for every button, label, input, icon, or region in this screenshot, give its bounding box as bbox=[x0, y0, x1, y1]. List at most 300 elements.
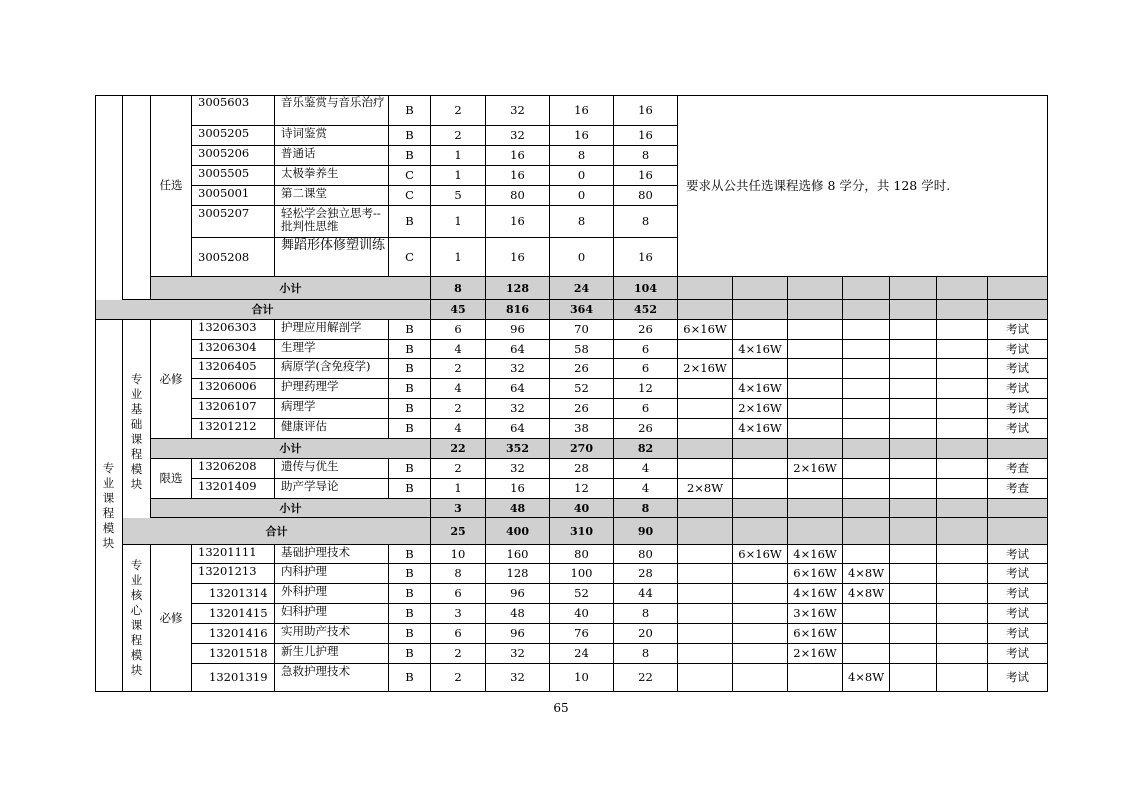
course-code: 13201415 bbox=[192, 604, 275, 624]
basic-required-label: 必修 bbox=[151, 320, 192, 439]
assessment-type: 考试 bbox=[988, 644, 1048, 664]
course-practice-hours: 6 bbox=[614, 399, 678, 419]
course-code: 3005603 bbox=[192, 95, 275, 126]
course-practice-hours: 16 bbox=[614, 166, 678, 186]
elective-subtotal-empty bbox=[937, 277, 988, 300]
course-code: 13206303 bbox=[192, 320, 275, 340]
course-name: 病原学(含免疫学) bbox=[275, 359, 389, 379]
course-hours: 16 bbox=[486, 206, 550, 238]
course-practice-hours: 20 bbox=[614, 624, 678, 644]
course-hours: 160 bbox=[486, 545, 550, 564]
course-hours: 16 bbox=[486, 238, 550, 277]
course-theory-hours: 76 bbox=[550, 624, 614, 644]
basic-total-empty bbox=[788, 518, 843, 545]
course-code: 13201314 bbox=[192, 584, 275, 604]
semester-4-load bbox=[843, 644, 890, 664]
semester-1-load bbox=[678, 459, 733, 479]
semester-2-load bbox=[733, 564, 788, 584]
course-credits: 6 bbox=[431, 584, 486, 604]
course-code: 13201319 bbox=[192, 664, 275, 692]
course-name: 诗词鉴赏 bbox=[275, 126, 389, 146]
basic-limited-subtotal-theory: 40 bbox=[550, 499, 614, 518]
course-theory-hours: 0 bbox=[550, 238, 614, 277]
basic-block-label: 专 业 基 础 课 程 模 块 bbox=[123, 320, 151, 545]
course-code: 3005001 bbox=[192, 186, 275, 206]
semester-3-load bbox=[788, 340, 843, 359]
course-type: B bbox=[389, 624, 431, 644]
course-code: 13206405 bbox=[192, 359, 275, 379]
course-type: B bbox=[389, 664, 431, 692]
basic-total-theory: 310 bbox=[550, 518, 614, 545]
course-credits: 2 bbox=[431, 644, 486, 664]
semester-3-load: 3×16W bbox=[788, 604, 843, 624]
semester-2-load: 4×16W bbox=[733, 379, 788, 399]
elective-subtotal-practice: 104 bbox=[614, 277, 678, 300]
basic-limited-subtotal-empty bbox=[678, 499, 733, 518]
basic-total-empty bbox=[843, 518, 890, 545]
semester-2-load bbox=[733, 604, 788, 624]
course-name: 护理药理学 bbox=[275, 379, 389, 399]
basic-required-subtotal-empty bbox=[733, 439, 788, 459]
basic-limited-subtotal-practice: 8 bbox=[614, 499, 678, 518]
semester-5-load bbox=[890, 584, 937, 604]
course-code: 3005207 bbox=[192, 206, 275, 238]
course-theory-hours: 26 bbox=[550, 359, 614, 379]
semester-6-load bbox=[937, 459, 988, 479]
basic-limited-subtotal-empty bbox=[890, 499, 937, 518]
course-type: B bbox=[389, 545, 431, 564]
basic-total-credits: 25 bbox=[431, 518, 486, 545]
course-theory-hours: 52 bbox=[550, 379, 614, 399]
basic-required-subtotal-theory: 270 bbox=[550, 439, 614, 459]
course-practice-hours: 6 bbox=[614, 340, 678, 359]
course-hours: 16 bbox=[486, 479, 550, 499]
module-label: 专 业 课 程 模 块 bbox=[95, 320, 123, 692]
semester-4-load bbox=[843, 340, 890, 359]
course-code: 13206208 bbox=[192, 459, 275, 479]
semester-5-load bbox=[890, 359, 937, 379]
course-code: 13201518 bbox=[192, 644, 275, 664]
course-theory-hours: 70 bbox=[550, 320, 614, 340]
course-name: 遗传与优生 bbox=[275, 459, 389, 479]
public-total-theory: 364 bbox=[550, 300, 614, 320]
course-theory-hours: 0 bbox=[550, 186, 614, 206]
basic-total-label: 合计 bbox=[123, 518, 431, 545]
course-hours: 32 bbox=[486, 359, 550, 379]
course-credits: 2 bbox=[431, 126, 486, 146]
assessment-type: 考试 bbox=[988, 399, 1048, 419]
course-name: 实用助产技术 bbox=[275, 624, 389, 644]
course-theory-hours: 24 bbox=[550, 644, 614, 664]
assessment-type: 考试 bbox=[988, 624, 1048, 644]
course-credits: 6 bbox=[431, 624, 486, 644]
core-block-label: 专 业 核 心 课 程 模 块 bbox=[123, 545, 151, 692]
course-theory-hours: 10 bbox=[550, 664, 614, 692]
course-credits: 2 bbox=[431, 399, 486, 419]
course-credits: 1 bbox=[431, 238, 486, 277]
assessment-type: 考试 bbox=[988, 664, 1048, 692]
course-credits: 2 bbox=[431, 664, 486, 692]
semester-1-load bbox=[678, 399, 733, 419]
course-name: 普通话 bbox=[275, 146, 389, 166]
semester-4-load: 4×8W bbox=[843, 564, 890, 584]
course-hours: 64 bbox=[486, 379, 550, 399]
basic-total-empty bbox=[988, 518, 1048, 545]
course-hours: 16 bbox=[486, 166, 550, 186]
course-type: B bbox=[389, 564, 431, 584]
course-practice-hours: 8 bbox=[614, 604, 678, 624]
course-type: B bbox=[389, 126, 431, 146]
semester-1-load: 2×8W bbox=[678, 479, 733, 499]
course-type: C bbox=[389, 186, 431, 206]
course-hours: 32 bbox=[486, 459, 550, 479]
semester-3-load: 4×16W bbox=[788, 545, 843, 564]
course-code: 13201409 bbox=[192, 479, 275, 499]
course-name: 内科护理 bbox=[275, 564, 389, 584]
semester-1-load bbox=[678, 340, 733, 359]
course-name: 生理学 bbox=[275, 340, 389, 359]
course-credits: 2 bbox=[431, 459, 486, 479]
course-hours: 64 bbox=[486, 340, 550, 359]
course-theory-hours: 100 bbox=[550, 564, 614, 584]
course-type: B bbox=[389, 479, 431, 499]
public-total-practice: 452 bbox=[614, 300, 678, 320]
course-type: B bbox=[389, 419, 431, 439]
course-type: B bbox=[389, 359, 431, 379]
semester-3-load bbox=[788, 399, 843, 419]
course-name: 外科护理 bbox=[275, 584, 389, 604]
public-total-empty bbox=[843, 300, 890, 320]
elective-subtotal-hours: 128 bbox=[486, 277, 550, 300]
basic-required-subtotal-empty bbox=[988, 439, 1048, 459]
course-credits: 1 bbox=[431, 479, 486, 499]
course-practice-hours: 4 bbox=[614, 479, 678, 499]
semester-1-load bbox=[678, 545, 733, 564]
semester-2-load bbox=[733, 584, 788, 604]
semester-6-load bbox=[937, 359, 988, 379]
course-type: B bbox=[389, 459, 431, 479]
course-code: 13201212 bbox=[192, 419, 275, 439]
course-practice-hours: 16 bbox=[614, 95, 678, 126]
assessment-type: 考试 bbox=[988, 340, 1048, 359]
semester-3-load: 2×16W bbox=[788, 644, 843, 664]
course-theory-hours: 12 bbox=[550, 479, 614, 499]
semester-6-load bbox=[937, 479, 988, 499]
course-hours: 16 bbox=[486, 146, 550, 166]
elective-subtotal-empty bbox=[890, 277, 937, 300]
course-theory-hours: 38 bbox=[550, 419, 614, 439]
basic-limited-subtotal-credits: 3 bbox=[431, 499, 486, 518]
course-practice-hours: 28 bbox=[614, 564, 678, 584]
basic-required-subtotal-empty bbox=[890, 439, 937, 459]
elective-group-label: 任选 bbox=[151, 95, 192, 277]
basic-total-practice: 90 bbox=[614, 518, 678, 545]
semester-5-load bbox=[890, 564, 937, 584]
course-type: B bbox=[389, 399, 431, 419]
semester-6-load bbox=[937, 545, 988, 564]
semester-3-load bbox=[788, 320, 843, 340]
semester-5-load bbox=[890, 379, 937, 399]
core-required-label: 必修 bbox=[151, 545, 192, 692]
course-practice-hours: 44 bbox=[614, 584, 678, 604]
basic-total-empty bbox=[937, 518, 988, 545]
public-total-empty bbox=[733, 300, 788, 320]
course-credits: 1 bbox=[431, 206, 486, 238]
course-name: 太极拳养生 bbox=[275, 166, 389, 186]
course-type: B bbox=[389, 604, 431, 624]
public-total-hours: 816 bbox=[486, 300, 550, 320]
semester-5-load bbox=[890, 664, 937, 692]
basic-limited-subtotal-empty bbox=[988, 499, 1048, 518]
public-total-empty bbox=[890, 300, 937, 320]
assessment-type: 考试 bbox=[988, 604, 1048, 624]
public-total-empty bbox=[678, 300, 733, 320]
semester-6-load bbox=[937, 604, 988, 624]
assessment-type: 考试 bbox=[988, 320, 1048, 340]
course-code: 13206006 bbox=[192, 379, 275, 399]
course-name: 音乐鉴赏与音乐治疗 bbox=[275, 95, 389, 126]
course-hours: 80 bbox=[486, 186, 550, 206]
course-practice-hours: 6 bbox=[614, 359, 678, 379]
course-practice-hours: 12 bbox=[614, 379, 678, 399]
course-practice-hours: 26 bbox=[614, 320, 678, 340]
semester-6-load bbox=[937, 664, 988, 692]
semester-6-load bbox=[937, 419, 988, 439]
semester-4-load bbox=[843, 359, 890, 379]
basic-limited-label: 限选 bbox=[151, 459, 192, 499]
basic-required-subtotal-empty bbox=[678, 439, 733, 459]
semester-5-load bbox=[890, 419, 937, 439]
semester-5-load bbox=[890, 399, 937, 419]
course-theory-hours: 0 bbox=[550, 166, 614, 186]
semester-5-load bbox=[890, 340, 937, 359]
course-credits: 4 bbox=[431, 419, 486, 439]
course-practice-hours: 26 bbox=[614, 419, 678, 439]
semester-4-load bbox=[843, 479, 890, 499]
basic-limited-subtotal-label: 小计 bbox=[151, 499, 431, 518]
semester-3-load: 6×16W bbox=[788, 564, 843, 584]
semester-1-load bbox=[678, 379, 733, 399]
course-hours: 32 bbox=[486, 399, 550, 419]
module-empty-cell bbox=[95, 95, 123, 320]
course-practice-hours: 8 bbox=[614, 146, 678, 166]
course-theory-hours: 8 bbox=[550, 146, 614, 166]
semester-6-load bbox=[937, 584, 988, 604]
basic-required-subtotal-practice: 82 bbox=[614, 439, 678, 459]
course-theory-hours: 58 bbox=[550, 340, 614, 359]
course-hours: 32 bbox=[486, 644, 550, 664]
semester-6-load bbox=[937, 340, 988, 359]
semester-3-load: 4×16W bbox=[788, 584, 843, 604]
semester-6-load bbox=[937, 644, 988, 664]
assessment-type: 考查 bbox=[988, 459, 1048, 479]
semester-6-load bbox=[937, 320, 988, 340]
basic-limited-subtotal-empty bbox=[843, 499, 890, 518]
semester-4-load: 4×8W bbox=[843, 664, 890, 692]
semester-4-load bbox=[843, 419, 890, 439]
course-practice-hours: 16 bbox=[614, 238, 678, 277]
elective-subtotal-empty bbox=[788, 277, 843, 300]
assessment-type: 考查 bbox=[988, 479, 1048, 499]
course-practice-hours: 16 bbox=[614, 126, 678, 146]
semester-2-load bbox=[733, 479, 788, 499]
course-hours: 96 bbox=[486, 584, 550, 604]
course-theory-hours: 28 bbox=[550, 459, 614, 479]
elective-subtotal-credits: 8 bbox=[431, 277, 486, 300]
semester-5-load bbox=[890, 479, 937, 499]
course-code: 3005208 bbox=[192, 238, 275, 277]
semester-5-load bbox=[890, 644, 937, 664]
block-empty-cell bbox=[123, 95, 151, 300]
basic-limited-subtotal-empty bbox=[937, 499, 988, 518]
semester-1-load bbox=[678, 644, 733, 664]
semester-1-load: 6×16W bbox=[678, 320, 733, 340]
public-total-empty bbox=[788, 300, 843, 320]
assessment-type: 考试 bbox=[988, 564, 1048, 584]
course-practice-hours: 80 bbox=[614, 545, 678, 564]
elective-subtotal-empty bbox=[733, 277, 788, 300]
course-credits: 6 bbox=[431, 320, 486, 340]
basic-total-empty bbox=[678, 518, 733, 545]
assessment-type: 考试 bbox=[988, 419, 1048, 439]
course-name: 妇科护理 bbox=[275, 604, 389, 624]
course-type: B bbox=[389, 644, 431, 664]
semester-4-load bbox=[843, 624, 890, 644]
course-credits: 2 bbox=[431, 359, 486, 379]
course-credits: 8 bbox=[431, 564, 486, 584]
course-type: B bbox=[389, 206, 431, 238]
page-number: 65 bbox=[553, 701, 569, 715]
semester-5-load bbox=[890, 604, 937, 624]
course-theory-hours: 40 bbox=[550, 604, 614, 624]
semester-3-load: 6×16W bbox=[788, 624, 843, 644]
course-hours: 64 bbox=[486, 419, 550, 439]
assessment-type: 考试 bbox=[988, 545, 1048, 564]
course-table bbox=[95, 95, 1048, 692]
public-total-empty bbox=[937, 300, 988, 320]
basic-limited-subtotal-empty bbox=[788, 499, 843, 518]
course-name: 助产学导论 bbox=[275, 479, 389, 499]
semester-3-load: 2×16W bbox=[788, 459, 843, 479]
basic-total-empty bbox=[733, 518, 788, 545]
course-type: C bbox=[389, 166, 431, 186]
course-theory-hours: 16 bbox=[550, 95, 614, 126]
semester-2-load: 4×16W bbox=[733, 340, 788, 359]
course-theory-hours: 16 bbox=[550, 126, 614, 146]
course-name: 急救护理技术 bbox=[275, 664, 389, 692]
public-total-credits: 45 bbox=[431, 300, 486, 320]
semester-4-load bbox=[843, 545, 890, 564]
semester-1-load bbox=[678, 564, 733, 584]
semester-6-load bbox=[937, 564, 988, 584]
course-code: 13201213 bbox=[192, 564, 275, 584]
course-code: 3005505 bbox=[192, 166, 275, 186]
course-name: 轻松学会独立思考--批判性思维 bbox=[275, 206, 389, 238]
course-credits: 10 bbox=[431, 545, 486, 564]
course-theory-hours: 80 bbox=[550, 545, 614, 564]
elective-subtotal-empty bbox=[678, 277, 733, 300]
course-practice-hours: 4 bbox=[614, 459, 678, 479]
semester-3-load bbox=[788, 479, 843, 499]
course-theory-hours: 52 bbox=[550, 584, 614, 604]
course-code: 13201111 bbox=[192, 545, 275, 564]
course-hours: 96 bbox=[486, 624, 550, 644]
course-name: 第二课堂 bbox=[275, 186, 389, 206]
semester-1-load bbox=[678, 604, 733, 624]
basic-required-subtotal-credits: 22 bbox=[431, 439, 486, 459]
course-credits: 4 bbox=[431, 379, 486, 399]
elective-note: 要求从公共任选课程选修 8 学分，共 128 学时. bbox=[678, 95, 1048, 277]
public-total-label: 合计 bbox=[95, 300, 431, 320]
course-type: B bbox=[389, 379, 431, 399]
semester-4-load: 4×8W bbox=[843, 584, 890, 604]
semester-2-load bbox=[733, 359, 788, 379]
course-theory-hours: 26 bbox=[550, 399, 614, 419]
assessment-type: 考试 bbox=[988, 584, 1048, 604]
course-code: 13201416 bbox=[192, 624, 275, 644]
course-name: 病理学 bbox=[275, 399, 389, 419]
course-type: C bbox=[389, 238, 431, 277]
course-credits: 5 bbox=[431, 186, 486, 206]
basic-limited-subtotal-empty bbox=[733, 499, 788, 518]
course-practice-hours: 22 bbox=[614, 664, 678, 692]
course-name: 护理应用解剖学 bbox=[275, 320, 389, 340]
course-code: 13206304 bbox=[192, 340, 275, 359]
semester-2-load: 6×16W bbox=[733, 545, 788, 564]
semester-5-load bbox=[890, 459, 937, 479]
course-code: 3005206 bbox=[192, 146, 275, 166]
course-practice-hours: 80 bbox=[614, 186, 678, 206]
course-credits: 2 bbox=[431, 95, 486, 126]
course-hours: 32 bbox=[486, 664, 550, 692]
assessment-type: 考试 bbox=[988, 379, 1048, 399]
basic-required-subtotal-label: 小计 bbox=[151, 439, 431, 459]
semester-2-load: 4×16W bbox=[733, 419, 788, 439]
course-practice-hours: 8 bbox=[614, 644, 678, 664]
semester-6-load bbox=[937, 379, 988, 399]
course-hours: 96 bbox=[486, 320, 550, 340]
semester-4-load bbox=[843, 399, 890, 419]
elective-subtotal-empty bbox=[988, 277, 1048, 300]
elective-subtotal-theory: 24 bbox=[550, 277, 614, 300]
course-credits: 4 bbox=[431, 340, 486, 359]
semester-1-load bbox=[678, 419, 733, 439]
semester-1-load: 2×16W bbox=[678, 359, 733, 379]
semester-5-load bbox=[890, 624, 937, 644]
course-practice-hours: 8 bbox=[614, 206, 678, 238]
course-hours: 32 bbox=[486, 95, 550, 126]
basic-required-subtotal-hours: 352 bbox=[486, 439, 550, 459]
course-name: 基础护理技术 bbox=[275, 545, 389, 564]
course-type: B bbox=[389, 340, 431, 359]
course-name: 舞蹈形体修塑训练 bbox=[275, 238, 389, 277]
semester-3-load bbox=[788, 419, 843, 439]
semester-1-load bbox=[678, 624, 733, 644]
course-code: 13206107 bbox=[192, 399, 275, 419]
course-type: B bbox=[389, 584, 431, 604]
basic-total-hours: 400 bbox=[486, 518, 550, 545]
semester-1-load bbox=[678, 664, 733, 692]
semester-5-load bbox=[890, 545, 937, 564]
public-total-empty bbox=[988, 300, 1048, 320]
semester-2-load bbox=[733, 459, 788, 479]
elective-subtotal-label: 小计 bbox=[151, 277, 431, 300]
basic-required-subtotal-empty bbox=[937, 439, 988, 459]
basic-required-subtotal-empty bbox=[788, 439, 843, 459]
semester-3-load bbox=[788, 664, 843, 692]
semester-2-load bbox=[733, 664, 788, 692]
assessment-type: 考试 bbox=[988, 359, 1048, 379]
